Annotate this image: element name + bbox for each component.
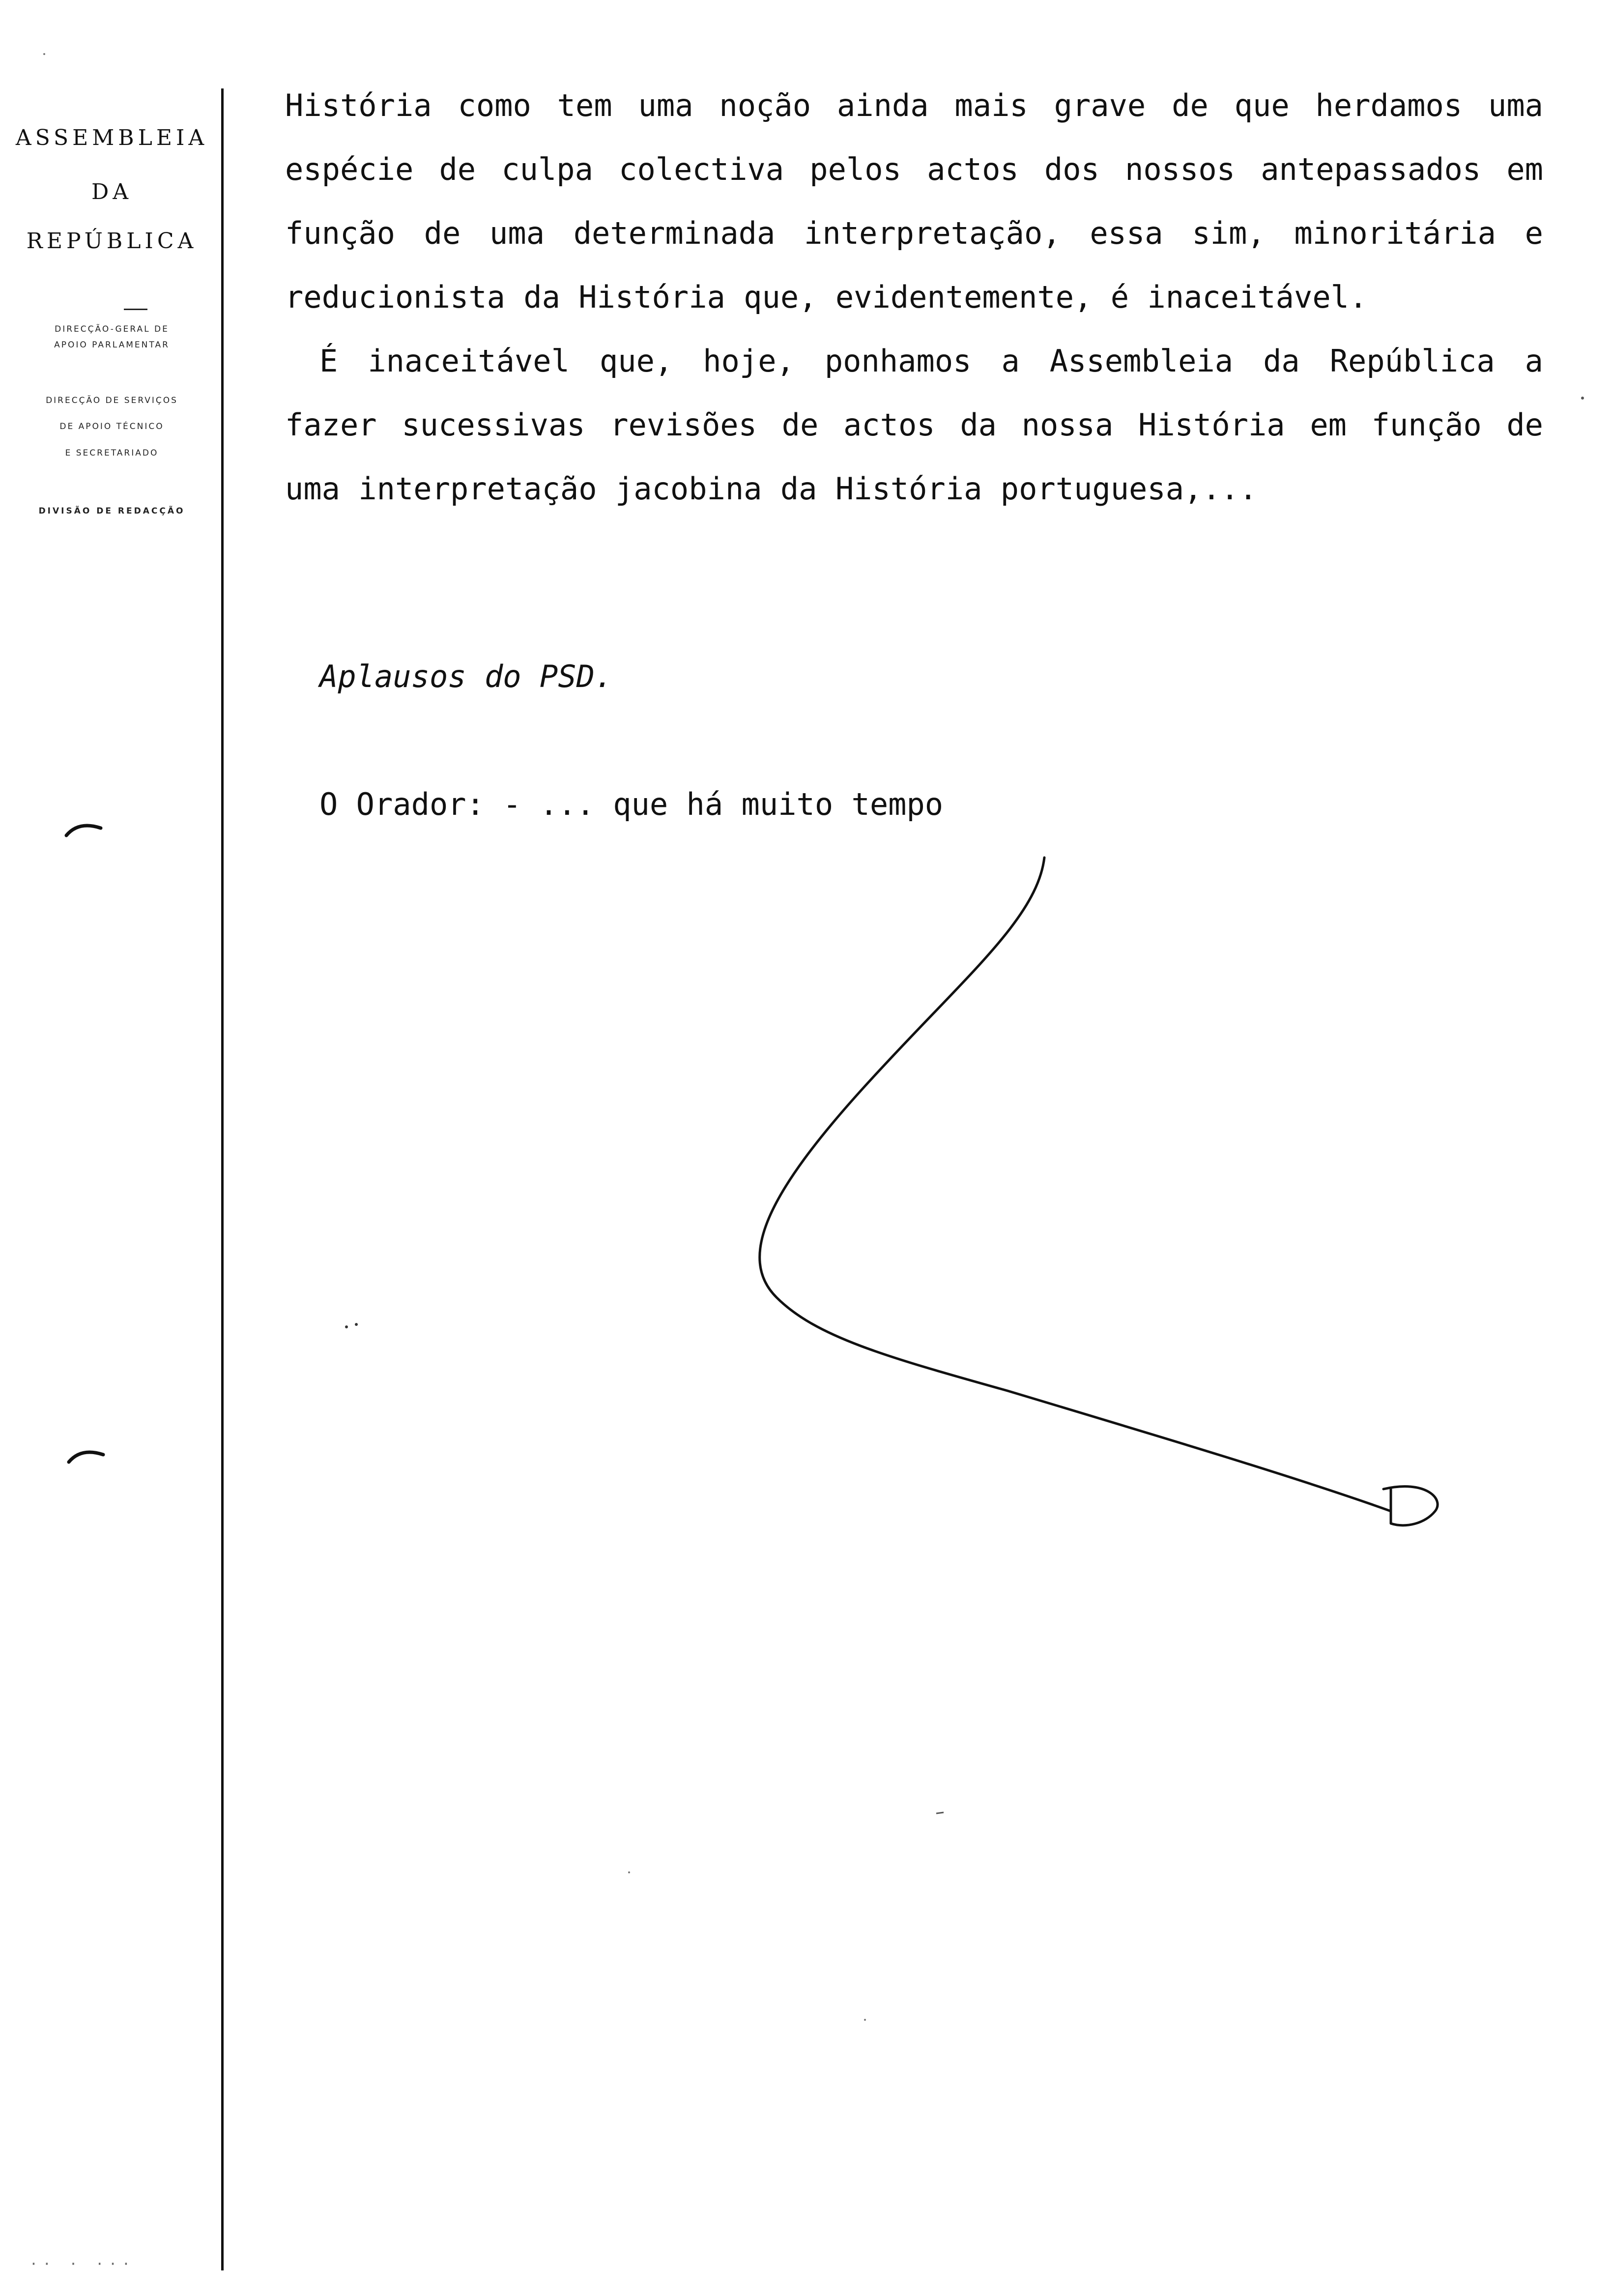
stray-speck — [936, 1812, 944, 1813]
direccao-geral-line-1: DIRECÇÃO-GERAL DE — [55, 324, 169, 334]
stray-speck — [628, 1871, 630, 1873]
margin-rule — [221, 88, 224, 2270]
stray-speck — [345, 1325, 348, 1328]
sidebar-letterhead — [0, 0, 224, 2296]
institution-line-3: REPÚBLICA — [26, 229, 198, 254]
direccao-servicos-line-2: DE APOIO TÉCNICO — [59, 422, 164, 431]
institution-line-1: ASSEMBLEIA — [15, 125, 208, 150]
direccao-servicos-line-1: DIRECÇÃO DE SERVIÇOS — [46, 396, 178, 405]
footer-code: ·· · ··· — [29, 2256, 135, 2272]
direccao-servicos-line-3: E SECRETARIADO — [65, 448, 159, 458]
stray-speck — [864, 2019, 866, 2021]
closing-stroke — [760, 858, 1391, 1511]
document-body — [285, 74, 1543, 521]
divisao-label: DIVISÃO DE REDACÇÃO — [38, 506, 185, 516]
direccao-geral-line-2: APOIO PARLAMENTAR — [54, 340, 170, 350]
stray-speck — [355, 1323, 358, 1326]
speaker-line: O Orador: - ... que há muito tempo — [319, 786, 944, 822]
separator-dash — [124, 309, 147, 310]
closing-d-mark — [1383, 1487, 1438, 1525]
stray-speck — [1581, 397, 1584, 400]
institution-line-2: DA — [91, 179, 133, 204]
paragraph-2: É inaceitável que, hoje, ponhamos a Assembleia da República a fazer sucessivas revisões de actos da nossa História em função de uma interpretação jacobina da História portuguesa,... — [285, 343, 1543, 507]
applause-note: Aplausos do PSD. — [319, 659, 613, 694]
paragraph-1: História como tem uma noção ainda mais grave de que herdamos uma espécie de culpa colectiva pelos actos dos nossos antepassados em função de uma determinada interpretação, essa sim, minoritária e reducionista da História que, evidentemente, é inaceitável. — [285, 87, 1543, 315]
